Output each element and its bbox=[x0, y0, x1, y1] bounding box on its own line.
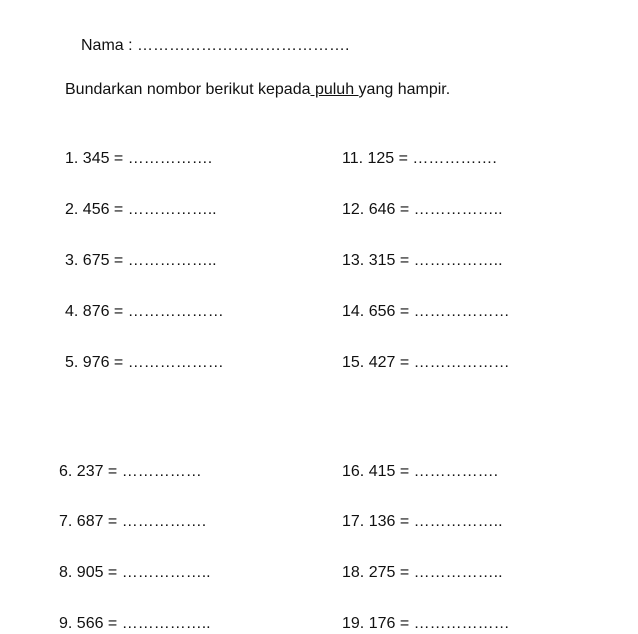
question-13: 13. 315 = …………….. bbox=[342, 252, 503, 269]
question-6: 6. 237 = …………… bbox=[59, 463, 202, 480]
name-line: Nama : …………………………………. bbox=[81, 37, 350, 54]
question-1: 1. 345 = ……………. bbox=[65, 150, 213, 167]
question-7: 7. 687 = ……………. bbox=[59, 513, 207, 530]
question-4: 4. 876 = ……………… bbox=[65, 303, 224, 320]
question-14: 14. 656 = ……………… bbox=[342, 303, 510, 320]
question-17: 17. 136 = …………….. bbox=[342, 513, 503, 530]
instruction-keyword: puluh bbox=[310, 81, 359, 98]
instruction-suffix: yang hampir. bbox=[358, 81, 451, 98]
question-2: 2. 456 = …………….. bbox=[65, 201, 217, 218]
question-8: 8. 905 = …………….. bbox=[59, 564, 211, 581]
question-15: 15. 427 = ……………… bbox=[342, 354, 510, 371]
instruction-text bbox=[65, 80, 450, 100]
question-16: 16. 415 = ……………. bbox=[342, 463, 499, 480]
question-18: 18. 275 = …………….. bbox=[342, 564, 503, 581]
question-19: 19. 176 = ……………… bbox=[342, 615, 510, 632]
question-3: 3. 675 = …………….. bbox=[65, 252, 217, 269]
question-5: 5. 976 = ……………… bbox=[65, 354, 224, 371]
question-9: 9. 566 = …………….. bbox=[59, 615, 211, 632]
question-11: 11. 125 = ……………. bbox=[342, 150, 497, 167]
question-12: 12. 646 = …………….. bbox=[342, 201, 503, 218]
instruction-prefix: Bundarkan nombor berikut kepada bbox=[65, 81, 311, 98]
